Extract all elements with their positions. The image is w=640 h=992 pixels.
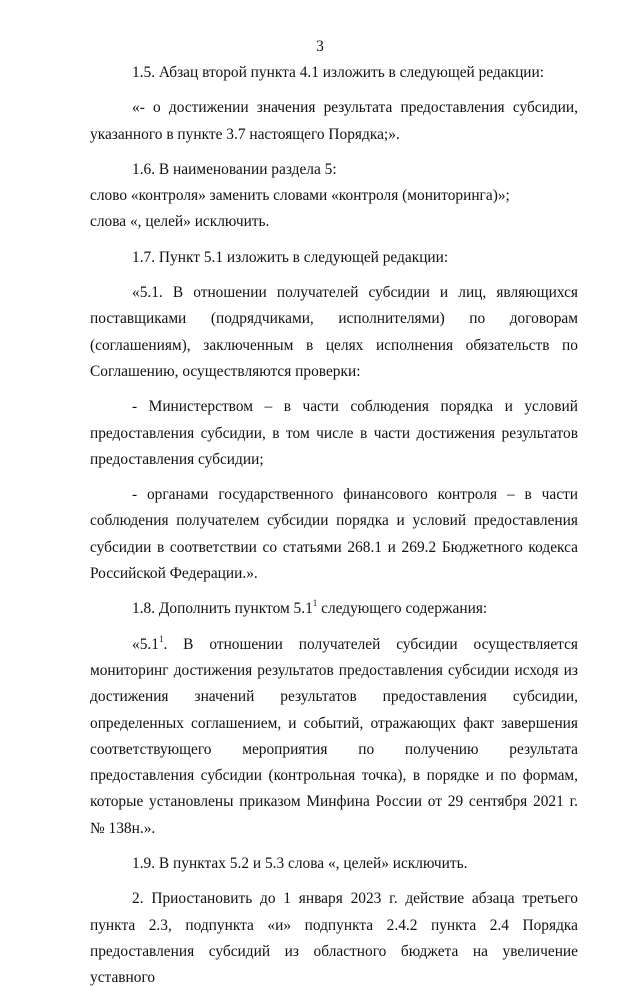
- paragraph-1-9: 1.9. В пунктах 5.2 и 5.3 слова «, целей» исключить.: [132, 855, 468, 873]
- paragraph-1-7: 1.7. Пункт 5.1 изложить в следующей редакции:: [132, 248, 449, 266]
- paragraph-1-8-post: следующего содержания:: [317, 600, 488, 618]
- paragraph-2: 2. Приостановить до 1 января 2023 г. действие абзаца третьего пункта 2.3, подпункта «и» подпункта 2.4.2 пункта 2.4 Порядка предоставления субсидий из областного бюджета на увеличение уставного: [90, 890, 578, 987]
- paragraph-1-5-text: «- о достижении значения результата предоставления субсидии, указанного в пункте 3.7 настоящего Порядка;».: [90, 99, 578, 143]
- page-number: 3: [316, 38, 324, 55]
- paragraph-5-1-1-superscript: 1: [158, 633, 164, 644]
- paragraph-financial-control: - органами государственного финансового контроля – в части соблюдения получателем субсидии порядка и условий предоставления субсидии в соответствии со статьями 268.1 и 269.2 Бюджетного кодекса Российской Федерации.».: [90, 486, 578, 583]
- paragraph-1-8: [90, 596, 578, 622]
- paragraph-1-5: 1.5. Абзац второй пункта 4.1 изложить в следующей редакции:: [132, 64, 545, 81]
- paragraph-5-1-text: «5.1. В отношении получателей субсидии и лиц, являющихся поставщиками (подрядчиками, исполнителями) по договорам (соглашениям), заключенным в целях исполнения обязательств по Соглашению, осуществляются проверки:: [90, 284, 578, 380]
- paragraph-1-6: 1.6. В наименовании раздела 5:: [132, 160, 337, 178]
- paragraph-1-8-superscript: 1: [312, 598, 318, 609]
- paragraph-5-1-1-text: [90, 632, 578, 842]
- paragraph-1-6-item-2: слова «, целей» исключить.: [90, 213, 270, 231]
- paragraph-ministry-check: - Министерством – в части соблюдения порядка и условий предоставления субсидии, в том числе в части достижения результатов предоставления субсидии;: [90, 398, 578, 468]
- paragraph-1-6-item-1: слово «контроля» заменить словами «контроля (мониторинга)»;: [90, 187, 510, 205]
- paragraph-5-1-1-pre: «5.1: [132, 635, 159, 653]
- paragraph-1-8-pre: 1.8. Дополнить пунктом 5.1: [132, 600, 313, 618]
- paragraph-5-1-1-post: . В отношении получателей субсидии осуществляется мониторинг достижения результатов предоставления субсидии исходя из достижения значений результатов предоставления субсидии, определенных соглашением, и событий, отражающих факт завершения соответствующего мероприятия по получению результата предоставления субсидии (контрольная точка), в порядке и по формам, которые установлены приказом Минфина России от 29 сентября 2021 г. № 138н.».: [90, 635, 578, 837]
- document-body: [90, 60, 578, 992]
